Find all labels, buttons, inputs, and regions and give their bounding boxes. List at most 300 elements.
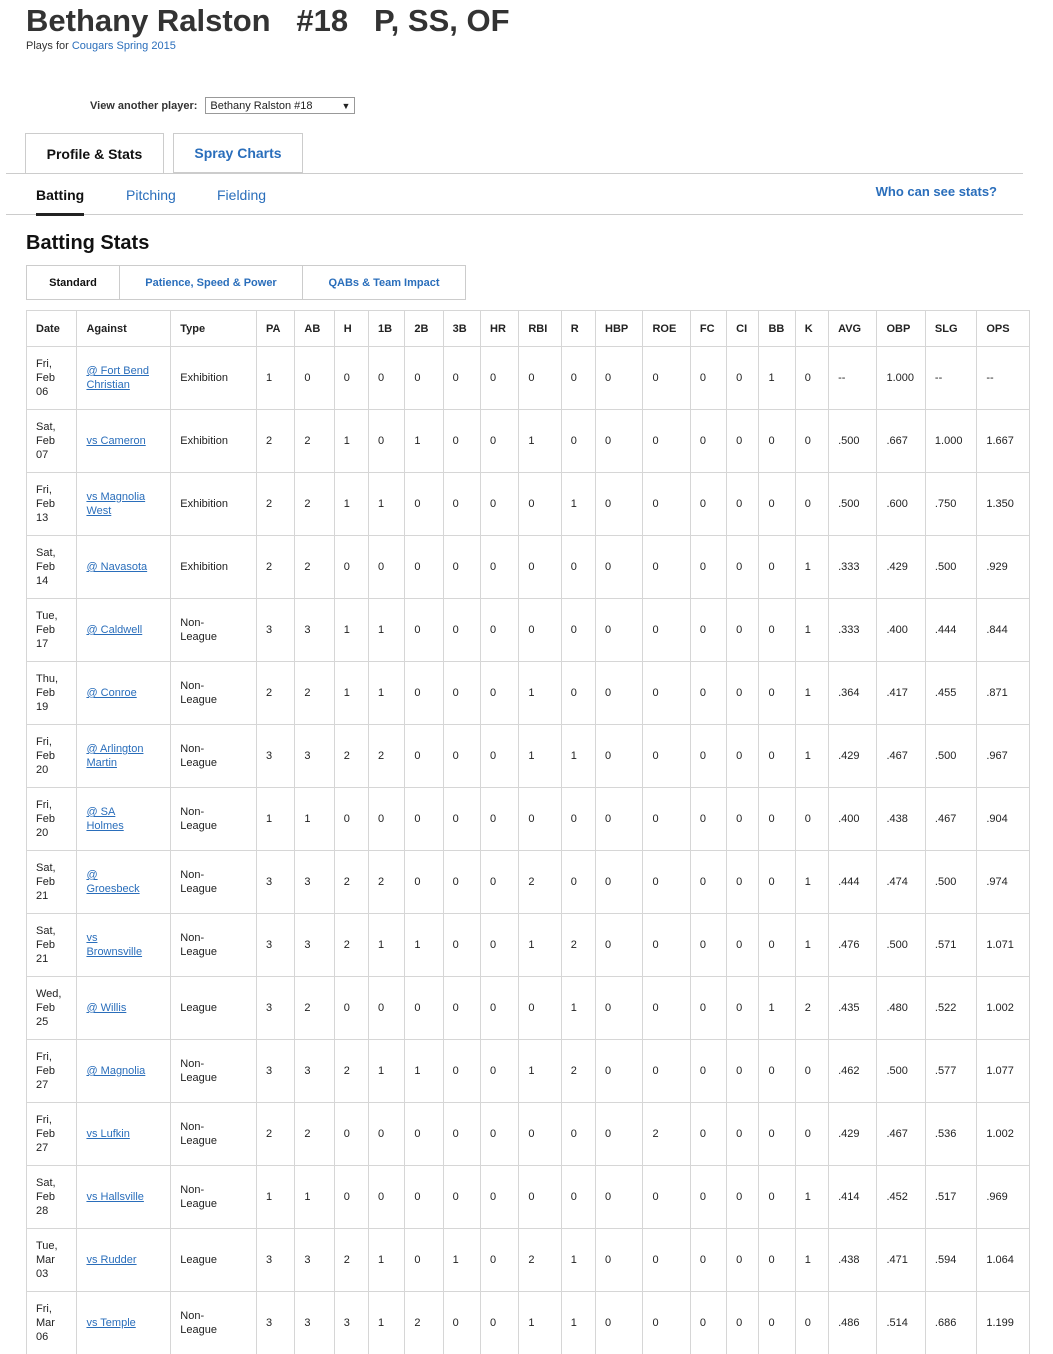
cell-date [27,914,77,977]
type-line: League [180,819,256,833]
type-line: Non- [180,1309,256,1323]
cell-type [171,1166,257,1229]
date-line: Fri, [36,483,76,497]
cell-k: 0 [795,410,828,473]
cell-date [27,788,77,851]
cell-type [171,473,257,536]
cell-bb: 0 [759,1229,795,1292]
cell-h: 0 [334,977,368,1040]
cell-hr: 0 [481,1229,519,1292]
column-header-ab: AB [295,311,334,347]
cell-obp: 1.000 [877,347,925,410]
cell-against [77,914,171,977]
tab-spray-charts[interactable]: Spray Charts [173,133,303,173]
type-line: League [180,756,256,770]
cell-ops: .974 [977,851,1030,914]
column-header-ci: CI [727,311,759,347]
cell-h: 2 [334,725,368,788]
date-line: Feb [36,686,76,700]
date-line: Feb [36,623,76,637]
cell-hr: 0 [481,851,519,914]
cell-slg: .500 [925,725,976,788]
player-picker-label: View another player: [90,100,197,112]
cell-avg: .333 [829,536,877,599]
table-row [27,788,1030,851]
cell-ci: 0 [727,1166,759,1229]
cell-1b: 2 [369,851,405,914]
column-header-type: Type [171,311,257,347]
cell-date [27,536,77,599]
cell-hr: 0 [481,1166,519,1229]
cell-avg: .462 [829,1040,877,1103]
date-line: Thu, [36,672,76,686]
cell-2b: 0 [405,1229,443,1292]
cell-2b: 0 [405,725,443,788]
cell-bb: 0 [759,788,795,851]
cell-avg: .364 [829,662,877,725]
cell-bb: 1 [759,347,795,410]
tab-standard[interactable]: Standard [27,266,119,299]
cell-3b: 0 [443,347,480,410]
cell-3b: 1 [443,1229,480,1292]
column-header-hr: HR [481,311,519,347]
cell-roe: 2 [643,1103,690,1166]
cell-roe: 0 [643,347,690,410]
cell-pa: 3 [257,851,295,914]
cell-rbi: 1 [519,725,561,788]
cell-h: 2 [334,1040,368,1103]
opponent-line: Brownsville [86,945,170,959]
cell-bb: 0 [759,599,795,662]
cell-bb: 0 [759,410,795,473]
opponent-line: vs Hallsville [86,1190,170,1204]
cell-h: 0 [334,347,368,410]
cell-date [27,977,77,1040]
cell-slg: .500 [925,851,976,914]
opponent-link[interactable] [86,1316,170,1330]
date-line: 20 [36,763,76,777]
cell-roe: 0 [643,410,690,473]
cell-obp: .467 [877,725,925,788]
opponent-link[interactable] [86,742,170,770]
type-line: Non- [180,1120,256,1134]
cell-type [171,410,257,473]
cell-date [27,599,77,662]
cell-1b: 0 [369,410,405,473]
cell-ci: 0 [727,1292,759,1354]
cell-obp: .600 [877,473,925,536]
cell-1b: 0 [369,1103,405,1166]
cell-roe: 0 [643,599,690,662]
cell-3b: 0 [443,977,480,1040]
cell-avg: .429 [829,1103,877,1166]
type-line: Non- [180,679,256,693]
cell-k: 0 [795,347,828,410]
cell-hbp: 0 [596,851,643,914]
opponent-line: vs Lufkin [86,1127,170,1141]
cell-obp: .438 [877,788,925,851]
cell-r: 2 [561,914,595,977]
opponent-link[interactable] [86,623,170,637]
cell-rbi: 1 [519,1040,561,1103]
cell-rbi: 2 [519,1229,561,1292]
cell-hbp: 0 [596,1040,643,1103]
cell-fc: 0 [690,1166,726,1229]
cell-rbi: 0 [519,536,561,599]
column-header-hbp: HBP [596,311,643,347]
type-line: League [180,1323,256,1337]
cell-hbp: 0 [596,788,643,851]
cell-rbi: 0 [519,473,561,536]
opponent-line: @ Magnolia [86,1064,170,1078]
team-link[interactable]: Cougars Spring 2015 [72,40,176,52]
cell-roe: 0 [643,851,690,914]
tab-patience-speed-power[interactable]: Patience, Speed & Power [119,266,302,299]
date-line: 17 [36,637,76,651]
date-line: 19 [36,700,76,714]
cell-ops: 1.667 [977,410,1030,473]
cell-ci: 0 [727,536,759,599]
opponent-link[interactable] [86,1064,170,1078]
date-line: 27 [36,1078,76,1092]
cell-h: 0 [334,1166,368,1229]
cell-ci: 0 [727,662,759,725]
cell-h: 2 [334,914,368,977]
cell-hbp: 0 [596,914,643,977]
cell-pa: 1 [257,1166,295,1229]
cell-k: 1 [795,536,828,599]
batting-stats-table [26,310,1030,1354]
cell-hr: 0 [481,410,519,473]
cell-date [27,1103,77,1166]
cell-against [77,851,171,914]
cell-obp: .514 [877,1292,925,1354]
cell-avg: .476 [829,914,877,977]
cell-slg: .455 [925,662,976,725]
cell-against [77,977,171,1040]
cell-pa: 2 [257,1103,295,1166]
opponent-link[interactable] [86,931,170,959]
date-line: 03 [36,1267,76,1281]
opponent-link[interactable] [86,1253,170,1267]
column-header-ops: OPS [977,311,1030,347]
cell-fc: 0 [690,1040,726,1103]
cell-k: 0 [795,1292,828,1354]
opponent-link[interactable] [86,364,170,392]
table-row [27,662,1030,725]
cell-bb: 0 [759,1166,795,1229]
column-header-k: K [795,311,828,347]
cell-k: 0 [795,1103,828,1166]
opponent-line: vs Magnolia [86,490,170,504]
player-select[interactable] [205,97,355,114]
cell-ops: .929 [977,536,1030,599]
cell-roe: 0 [643,914,690,977]
cell-k: 0 [795,473,828,536]
plays-for-label: Plays for [26,40,72,52]
type-line: League [180,1134,256,1148]
cell-1b: 1 [369,1040,405,1103]
cell-1b: 1 [369,599,405,662]
cell-fc: 0 [690,977,726,1040]
cell-slg: .500 [925,536,976,599]
cell-fc: 0 [690,851,726,914]
table-header-row [27,311,1030,347]
date-line: Feb [36,434,76,448]
type-line: League [180,630,256,644]
column-header-rbi: RBI [519,311,561,347]
cell-1b: 0 [369,536,405,599]
date-line: Wed, [36,987,76,1001]
cell-2b: 2 [405,1292,443,1354]
opponent-link[interactable] [86,1127,170,1141]
cell-ci: 0 [727,977,759,1040]
cell-pa: 3 [257,1292,295,1354]
cell-type [171,1103,257,1166]
cell-2b: 0 [405,347,443,410]
cell-roe: 0 [643,473,690,536]
table-row [27,977,1030,1040]
cell-obp: .429 [877,536,925,599]
date-line: 07 [36,448,76,462]
table-row [27,473,1030,536]
cell-hr: 0 [481,914,519,977]
date-line: 06 [36,385,76,399]
cell-ops: 1.199 [977,1292,1030,1354]
cell-r: 2 [561,1040,595,1103]
cell-fc: 0 [690,347,726,410]
cell-3b: 0 [443,1166,480,1229]
date-line: Fri, [36,1302,76,1316]
cell-3b: 0 [443,410,480,473]
opponent-link[interactable] [86,434,170,448]
cell-ops: .967 [977,725,1030,788]
type-line: Non- [180,805,256,819]
stats-sub-nav [6,173,1023,215]
cell-ab: 2 [295,662,334,725]
sub-nav-pitching[interactable]: Pitching [126,187,176,203]
cell-2b: 0 [405,1166,443,1229]
sub-nav-batting[interactable]: Batting [36,187,84,203]
cell-against [77,662,171,725]
opponent-line: vs Temple [86,1316,170,1330]
opponent-link[interactable] [86,1001,170,1015]
cell-ci: 0 [727,1040,759,1103]
cell-2b: 0 [405,536,443,599]
cell-bb: 0 [759,725,795,788]
cell-slg: -- [925,347,976,410]
cell-k: 1 [795,599,828,662]
cell-fc: 0 [690,1103,726,1166]
cell-2b: 0 [405,977,443,1040]
cell-pa: 2 [257,473,295,536]
cell-h: 1 [334,599,368,662]
date-line: Fri, [36,798,76,812]
cell-r: 0 [561,599,595,662]
cell-date [27,1229,77,1292]
opponent-link[interactable] [86,868,170,896]
date-line: Feb [36,371,76,385]
type-line: Non- [180,931,256,945]
opponent-line: Groesbeck [86,882,170,896]
opponent-link[interactable] [86,805,170,833]
cell-obp: .480 [877,977,925,1040]
cell-3b: 0 [443,1103,480,1166]
opponent-line: @ Conroe [86,686,170,700]
cell-ab: 3 [295,599,334,662]
table-row [27,1040,1030,1103]
cell-1b: 1 [369,473,405,536]
column-header-avg: AVG [829,311,877,347]
cell-ab: 1 [295,1166,334,1229]
cell-type [171,1229,257,1292]
opponent-link[interactable] [86,1190,170,1204]
cell-fc: 0 [690,1292,726,1354]
cell-1b: 1 [369,914,405,977]
column-header-2b: 2B [405,311,443,347]
who-can-see-stats-link[interactable]: Who can see stats? [876,184,997,199]
chevron-down-icon: ▼ [341,101,350,111]
cell-bb: 0 [759,1292,795,1354]
cell-slg: .444 [925,599,976,662]
sub-nav-fielding[interactable]: Fielding [217,187,266,203]
opponent-link[interactable] [86,490,170,518]
cell-ci: 0 [727,851,759,914]
cell-slg: .536 [925,1103,976,1166]
cell-pa: 3 [257,599,295,662]
cell-type [171,1292,257,1354]
date-line: 06 [36,1330,76,1344]
cell-fc: 0 [690,725,726,788]
cell-rbi: 1 [519,662,561,725]
cell-against [77,1166,171,1229]
date-line: Feb [36,1001,76,1015]
table-row [27,347,1030,410]
cell-1b: 0 [369,788,405,851]
cell-against [77,1292,171,1354]
cell-roe: 0 [643,1229,690,1292]
cell-slg: .750 [925,473,976,536]
tab-profile-stats[interactable]: Profile & Stats [25,133,164,173]
opponent-link[interactable] [86,686,170,700]
cell-against [77,1103,171,1166]
opponent-line: @ [86,868,170,882]
cell-r: 1 [561,977,595,1040]
date-line: 28 [36,1204,76,1218]
type-line: Exhibition [180,371,256,385]
cell-type [171,1040,257,1103]
cell-against [77,347,171,410]
cell-date [27,347,77,410]
type-line: League [180,882,256,896]
cell-obp: .500 [877,914,925,977]
column-header-against: Against [77,311,171,347]
cell-h: 3 [334,1292,368,1354]
cell-hbp: 0 [596,1292,643,1354]
cell-ops: 1.002 [977,977,1030,1040]
date-line: 21 [36,952,76,966]
table-row [27,1229,1030,1292]
cell-r: 0 [561,1166,595,1229]
cell-against [77,473,171,536]
type-line: League [180,1253,256,1267]
cell-ops: 1.064 [977,1229,1030,1292]
cell-k: 1 [795,1229,828,1292]
cell-hbp: 0 [596,1229,643,1292]
type-line: Non- [180,616,256,630]
date-line: Sat, [36,861,76,875]
cell-avg: .435 [829,977,877,1040]
cell-3b: 0 [443,914,480,977]
cell-1b: 0 [369,1166,405,1229]
cell-k: 0 [795,788,828,851]
cell-2b: 0 [405,599,443,662]
cell-r: 1 [561,1229,595,1292]
tab-qabs-team-impact[interactable]: QABs & Team Impact [302,266,465,299]
player-select-value: Bethany Ralston #18 [210,100,312,112]
date-line: Mar [36,1253,76,1267]
type-line: Non- [180,868,256,882]
cell-2b: 0 [405,788,443,851]
cell-date [27,662,77,725]
cell-hbp: 0 [596,1103,643,1166]
cell-slg: .517 [925,1166,976,1229]
cell-k: 2 [795,977,828,1040]
cell-roe: 0 [643,977,690,1040]
cell-obp: .467 [877,1103,925,1166]
cell-ab: 2 [295,410,334,473]
opponent-line: vs [86,931,170,945]
column-header-bb: BB [759,311,795,347]
cell-ops: 1.077 [977,1040,1030,1103]
cell-roe: 0 [643,725,690,788]
cell-hr: 0 [481,662,519,725]
cell-h: 1 [334,473,368,536]
cell-hr: 0 [481,1040,519,1103]
date-line: 27 [36,1141,76,1155]
cell-slg: .467 [925,788,976,851]
cell-date [27,1166,77,1229]
date-line: 21 [36,889,76,903]
cell-pa: 3 [257,725,295,788]
cell-avg: .429 [829,725,877,788]
cell-pa: 3 [257,1229,295,1292]
type-line: League [180,945,256,959]
column-header-roe: ROE [643,311,690,347]
cell-pa: 2 [257,662,295,725]
cell-roe: 0 [643,788,690,851]
opponent-link[interactable] [86,560,170,574]
type-line: Exhibition [180,497,256,511]
cell-rbi: 1 [519,1292,561,1354]
type-line: Non- [180,1183,256,1197]
cell-ops: .844 [977,599,1030,662]
cell-avg: .500 [829,410,877,473]
column-header-3b: 3B [443,311,480,347]
cell-roe: 0 [643,1166,690,1229]
cell-fc: 0 [690,536,726,599]
cell-ab: 3 [295,725,334,788]
cell-roe: 0 [643,662,690,725]
cell-fc: 0 [690,788,726,851]
cell-type [171,599,257,662]
cell-pa: 1 [257,788,295,851]
cell-3b: 0 [443,788,480,851]
cell-3b: 0 [443,725,480,788]
cell-ci: 0 [727,410,759,473]
plays-for-line [26,40,510,52]
cell-type [171,914,257,977]
